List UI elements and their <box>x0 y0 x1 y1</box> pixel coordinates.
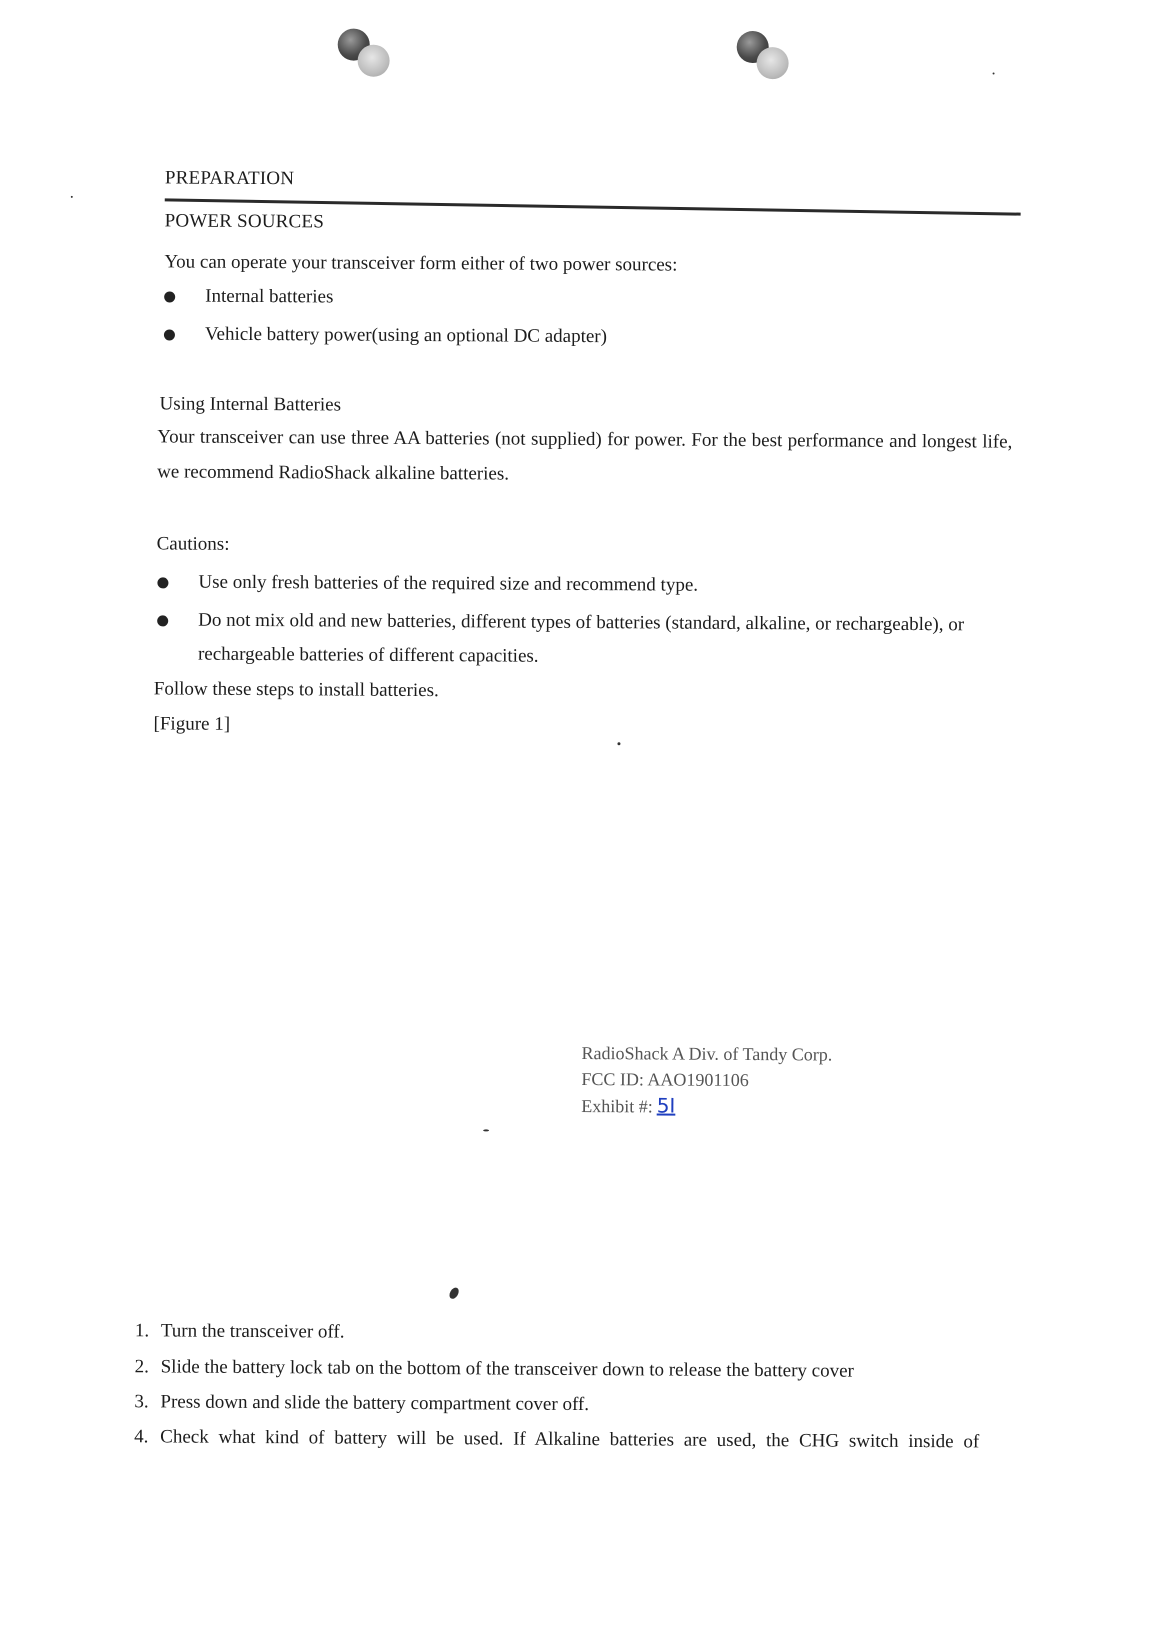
stamp-company: RadioShack A Div. of Tandy Corp. <box>581 1042 833 1065</box>
list-item <box>164 284 175 302</box>
cautions-label: Cautions: <box>156 533 230 555</box>
step-text: Press down and slide the battery compartment cover off. <box>160 1391 590 1416</box>
scan-speck <box>617 742 620 745</box>
stamp-fcc-id: FCC ID: AAO1901106 <box>581 1068 749 1091</box>
punch-hole-paper <box>757 47 789 79</box>
install-intro: Follow these steps to install batteries. <box>153 678 439 702</box>
caution-item-2: Do not mix old and new batteries, different types of batteries (standard, alkaline, or rechargeable), or <box>198 609 965 636</box>
power-source-internal: Internal batteries <box>205 285 334 308</box>
step-text: Turn the transceiver off. <box>160 1320 345 1343</box>
punch-hole-paper <box>358 45 390 77</box>
scan-speck <box>483 1129 489 1131</box>
step-text: Slide the battery lock tab on the bottom of the transceiver down to release the battery cover <box>160 1356 854 1382</box>
internal-batteries-paragraph: Your transceiver can use three AA batteries (not supplied) for power. For the best performance and longest life, we recommend RadioShack alkaline batteries. <box>157 426 1013 485</box>
step-item <box>134 1425 979 1454</box>
step-text: Check what kind of battery will be used. If Alkaline batteries are used, the CHG switch inside of <box>160 1426 980 1453</box>
figure-label: [Figure 1] <box>153 713 231 735</box>
bullet-icon <box>157 577 168 588</box>
step-item <box>134 1390 589 1417</box>
step-item <box>135 1319 345 1344</box>
power-source-vehicle: Vehicle battery power(using an optional DC adapter) <box>204 323 608 348</box>
step-number: 1. <box>134 1320 150 1342</box>
caution-item-1: Use only fresh batteries of the required size and recommend type. <box>198 571 699 596</box>
step-number: 2. <box>134 1356 149 1378</box>
list-item <box>164 322 175 340</box>
subheading: POWER SOURCES <box>164 210 325 233</box>
step-number: 4. <box>134 1426 149 1448</box>
scan-speck <box>448 1286 461 1300</box>
fcc-stamp <box>581 1040 832 1121</box>
section-heading: PREPARATION <box>164 167 295 190</box>
stamp-exhibit-label: Exhibit #: <box>581 1095 653 1117</box>
scan-speck <box>71 196 73 198</box>
step-item <box>135 1355 854 1383</box>
internal-batteries-heading: Using Internal Batteries <box>159 393 342 416</box>
stamp-exhibit-number: 5I <box>656 1093 676 1118</box>
stamp-exhibit <box>581 1092 832 1121</box>
list-item <box>157 608 168 626</box>
step-number: 3. <box>134 1391 149 1413</box>
list-item <box>157 570 168 588</box>
bullet-icon <box>164 329 175 340</box>
bullet-icon <box>164 291 175 302</box>
bullet-icon <box>157 615 168 626</box>
intro-text: You can operate your transceiver form either of two power sources: <box>164 251 678 276</box>
scan-speck <box>993 72 995 74</box>
punch-hole-left <box>337 28 407 88</box>
caution-item-2-continued: rechargeable batteries of different capacities. <box>197 643 539 667</box>
punch-hole-right <box>736 31 806 91</box>
